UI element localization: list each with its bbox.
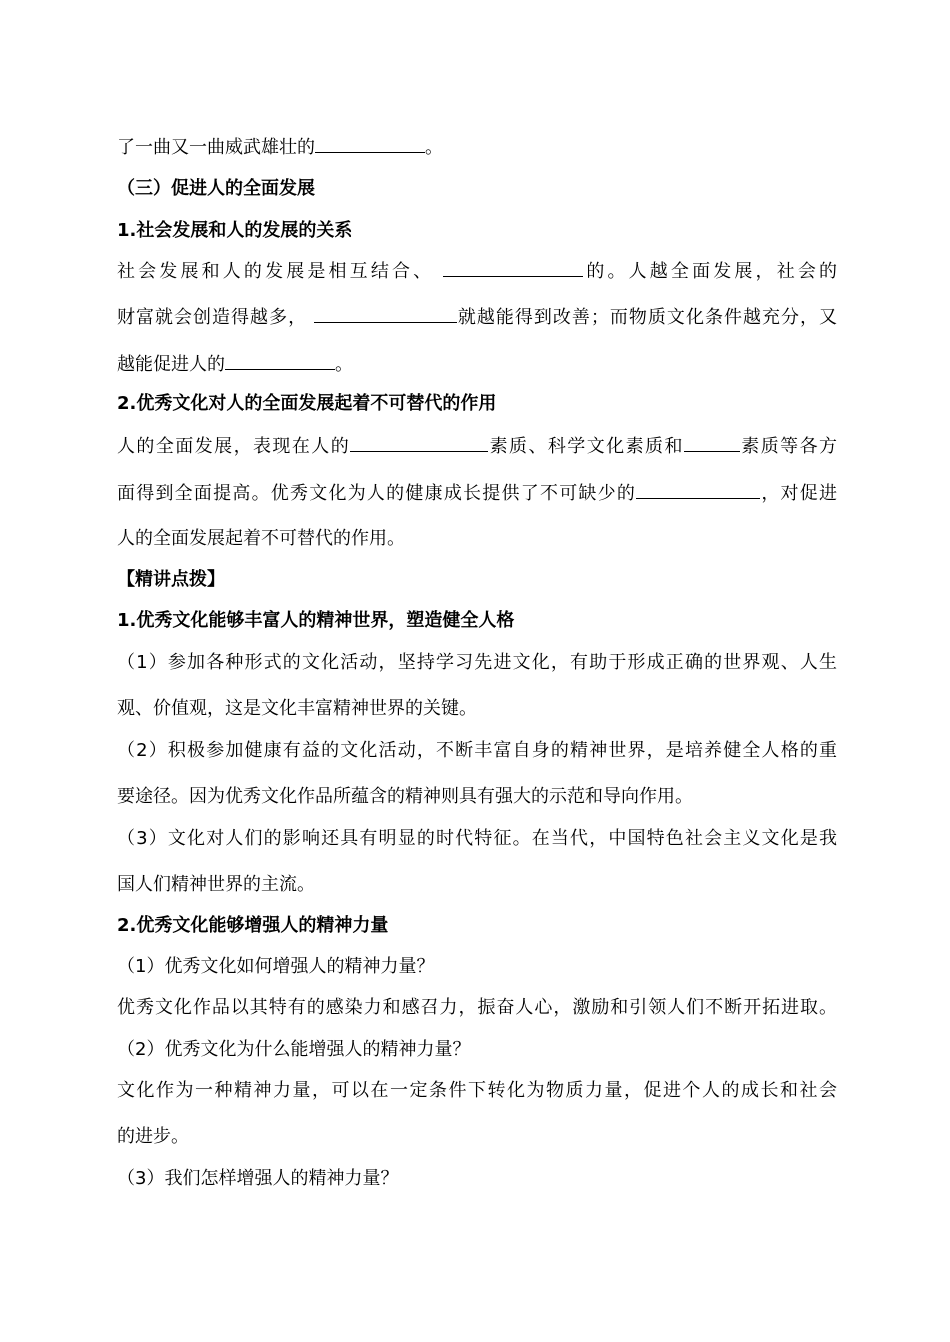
text-line: （2）优秀文化为什么能增强人的精神力量？ — [117, 1039, 471, 1060]
fill-blank[interactable] — [684, 434, 740, 452]
text-line: 优秀文化作品以其特有的感染力和感召力，振奋人心，激励和引领人们不断开拓进取。 — [117, 997, 837, 1018]
text-line: 国人们精神世界的主流。 — [117, 874, 315, 895]
subheading: 2.优秀文化对人的全面发展起着不可替代的作用 — [117, 393, 497, 414]
fill-blank[interactable] — [314, 305, 457, 323]
text-line: 了一曲又一曲威武雄壮的 。 — [117, 137, 443, 158]
text-line: 面得到全面提高。优秀文化为人的健康成长提供了不可缺少的 ，对促进 — [117, 483, 837, 504]
fill-blank[interactable] — [315, 135, 425, 153]
fill-blank[interactable] — [350, 434, 488, 452]
text-line: （1）参加各种形式的文化活动，坚持学习先进文化，有助于形成正确的世界观、人生 — [117, 652, 837, 673]
text-line: 财富就会创造得越多， 就越能得到改善；而物质文化条件越充分，又 — [117, 307, 837, 328]
section-heading: （三）促进人的全面发展 — [117, 178, 315, 199]
subheading: 1.优秀文化能够丰富人的精神世界，塑造健全人格 — [117, 610, 515, 631]
text-line: 人的全面发展起着不可替代的作用。 — [117, 528, 405, 549]
text-line: （1）优秀文化如何增强人的精神力量？ — [117, 956, 435, 977]
subheading: 1.社会发展和人的发展的关系 — [117, 220, 353, 241]
text-line: 社会发展和人的发展是相互结合、 的。人越全面发展，社会的 — [117, 261, 837, 282]
text-line: 的进步。 — [117, 1126, 189, 1147]
text-line: （3）我们怎样增强人的精神力量？ — [117, 1168, 399, 1189]
text-line: （3）文化对人们的影响还具有明显的时代特征。在当代，中国特色社会主义文化是我 — [117, 828, 837, 849]
section-heading: 【精讲点拨】 — [117, 569, 225, 590]
fill-blank[interactable] — [636, 481, 760, 499]
text-line: 人的全面发展，表现在人的 素质、科学文化素质和 素质等各方 — [117, 436, 838, 457]
text-line: （2）积极参加健康有益的文化活动，不断丰富自身的精神世界，是培养健全人格的重 — [117, 740, 837, 761]
text-line: 越能促进人的 。 — [117, 354, 353, 375]
text-line: 要途径。因为优秀文化作品所蕴含的精神则具有强大的示范和导向作用。 — [117, 786, 693, 807]
fill-blank[interactable] — [443, 259, 583, 277]
subheading: 2.优秀文化能够增强人的精神力量 — [117, 915, 389, 936]
text-line: 文化作为一种精神力量，可以在一定条件下转化为物质力量，促进个人的成长和社会 — [117, 1080, 837, 1101]
fill-blank[interactable] — [225, 352, 335, 370]
text-line: 观、价值观，这是文化丰富精神世界的关键。 — [117, 698, 477, 719]
